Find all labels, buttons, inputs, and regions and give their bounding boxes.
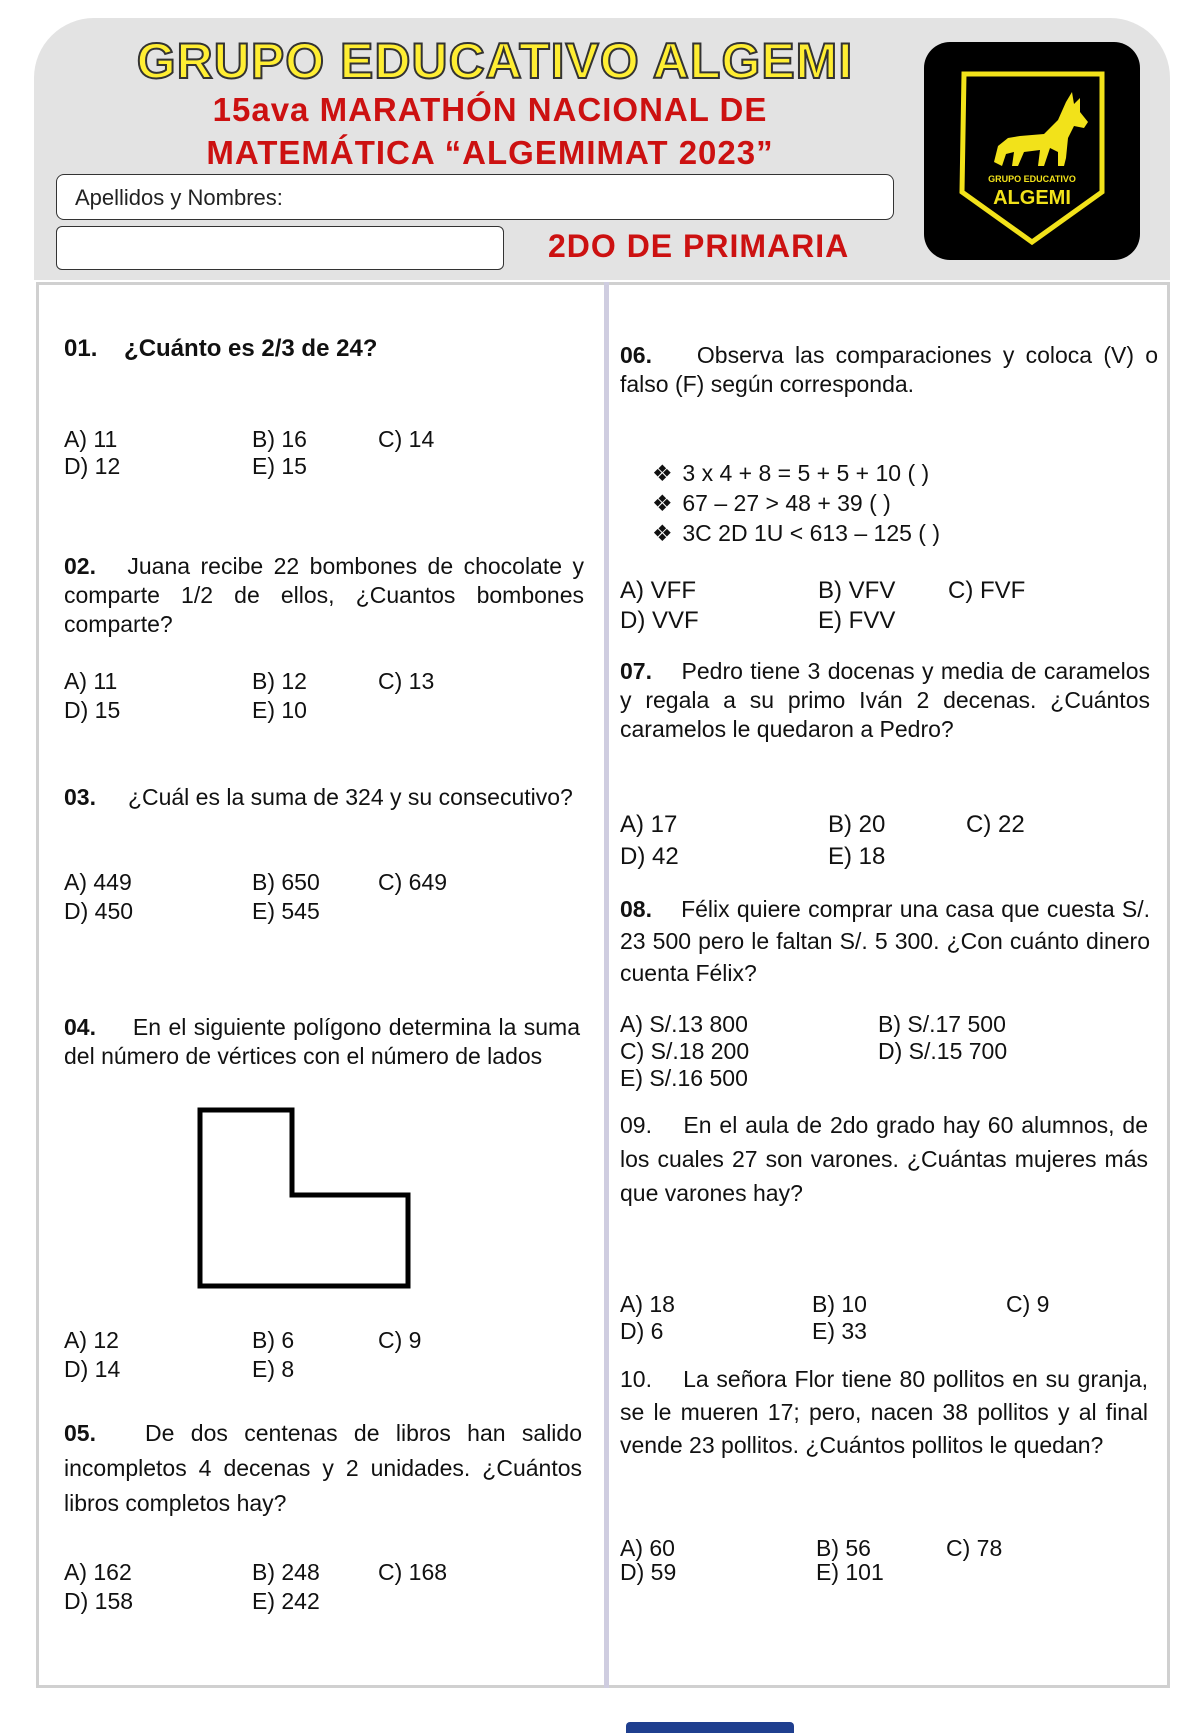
option[interactable]: B) 16 [252,426,307,452]
option[interactable]: B) 20 [828,811,886,838]
option[interactable]: E) 545 [252,898,320,924]
option[interactable]: E) FVV [818,607,896,634]
question-number: 02. [64,553,96,579]
option[interactable]: D) 12 [64,453,121,479]
question-07 [620,657,1150,744]
logo-text: ALGEMI [993,187,1071,209]
diamond-bullet-icon: ❖ [652,490,673,516]
option[interactable]: A) 18 [620,1291,675,1317]
option[interactable]: E) 101 [816,1559,884,1585]
question-text: Félix quiere comprar una casa que cuesta S/. 23 500 pero le faltan S/. 5 300. ¿Con cuánto dinero cuenta Félix? [620,896,1151,986]
option[interactable]: E) 8 [252,1356,295,1382]
bottom-tab-bar [626,1722,794,1733]
option[interactable]: D) VVF [620,607,699,634]
option[interactable]: A) 60 [620,1535,675,1561]
question-10 [620,1363,1148,1462]
option[interactable]: E) S/.16 500 [620,1065,748,1091]
name-field-label: Apellidos y Nombres: [75,185,283,210]
option[interactable]: E) 10 [252,697,307,723]
option[interactable]: D) 42 [620,843,679,870]
blank-field[interactable] [56,226,504,270]
option[interactable]: D) 450 [64,898,134,924]
question-number: 01. [64,335,98,362]
option[interactable]: D) 59 [620,1559,677,1585]
option[interactable]: E) 33 [812,1318,867,1344]
option[interactable]: A) 17 [620,811,678,838]
question-text: Pedro tiene 3 docenas y media de caramelos y regala a su primo Iván 2 decenas. ¿Cuántos caramelos le quedaron a Pedro? [620,658,1150,742]
question-09 [620,1108,1148,1210]
question-number: 05. [64,1420,96,1446]
option[interactable]: E) 18 [828,843,886,870]
question-06 [620,341,1158,399]
statement [652,458,929,488]
question-number: 06. [620,342,652,368]
option[interactable]: A) S/.13 800 [620,1011,748,1037]
option[interactable]: C) 14 [378,426,435,452]
option[interactable]: A) VFF [620,577,696,604]
question-04 [64,1013,580,1071]
statement [652,518,940,548]
column-divider [604,282,609,1688]
question-number: 08. [620,896,652,922]
question-text: De dos centenas de libros han salido incompletos 4 decenas y 2 unidades. ¿Cuántos libros completos hay? [64,1420,583,1516]
question-text: ¿Cuál es la suma de 324 y su consecutivo? [127,784,573,810]
statement-text: 3 x 4 + 8 = 5 + 5 + 10 ( ) [682,460,930,486]
option[interactable]: B) VFV [818,577,896,604]
diamond-bullet-icon: ❖ [652,460,673,486]
option[interactable]: E) 242 [252,1588,320,1614]
option[interactable]: B) 650 [252,869,320,895]
option[interactable]: E) 15 [252,453,307,479]
school-name: GRUPO EDUCATIVO ALGEMI [136,33,854,89]
question-number: 03. [64,784,96,810]
option[interactable]: A) 449 [64,869,132,895]
name-field[interactable] [56,174,894,220]
option[interactable]: C) 22 [966,811,1025,838]
option[interactable]: C) 9 [378,1327,422,1353]
question-01 [64,334,584,363]
statement [652,488,891,518]
option[interactable]: B) 12 [252,668,307,694]
question-text: ¿Cuánto es 2/3 de 24? [124,335,378,362]
algemi-logo [924,42,1140,260]
option[interactable]: B) S/.17 500 [878,1011,1006,1037]
question-02 [64,552,584,639]
option[interactable]: C) 13 [378,668,435,694]
logo-small-text: GRUPO EDUCATIVO [988,174,1076,184]
question-number: 10. [620,1366,652,1392]
question-text: Juana recibe 22 bombones de chocolate y comparte 1/2 de ellos, ¿Cuantos bombones comparte? [64,553,584,637]
option[interactable]: B) 248 [252,1559,320,1585]
grade-label: 2DO DE PRIMARIA [548,228,850,264]
question-text: Observa las comparaciones y coloca (V) o falso (F) según corresponda. [620,342,1159,397]
option[interactable]: A) 162 [64,1559,132,1585]
option[interactable]: B) 56 [816,1535,871,1561]
option[interactable]: D) 6 [620,1318,664,1344]
option[interactable]: C) 9 [1006,1291,1050,1317]
question-text: En el aula de 2do grado hay 60 alumnos, de los cuales 27 son varones. ¿Cuántas mujeres más que varones hay? [620,1112,1149,1206]
l-shape-polygon-figure [196,1106,412,1290]
option[interactable]: C) 649 [378,869,448,895]
question-number: 04. [64,1014,96,1040]
option[interactable]: C) FVF [948,577,1026,604]
option[interactable]: A) 11 [64,668,118,694]
question-03 [64,783,584,812]
option[interactable]: D) 14 [64,1356,121,1382]
question-number: 07. [620,658,652,684]
option[interactable]: D) 158 [64,1588,134,1614]
option[interactable]: D) 15 [64,697,121,723]
option[interactable]: A) 11 [64,426,118,452]
question-number: 09. [620,1112,652,1138]
question-05 [64,1416,582,1521]
contest-title-line1: 15ava MARATHÓN NACIONAL DE [212,91,768,128]
option[interactable]: C) 78 [946,1535,1003,1561]
option[interactable]: C) 168 [378,1559,448,1585]
contest-title-line2: MATEMÁTICA “ALGEMIMAT 2023” [206,134,774,171]
question-text: La señora Flor tiene 80 pollitos en su granja, se le mueren 17; pero, nacen 38 pollitos y al final vende 23 pollitos. ¿Cuántos pollitos le quedan? [620,1366,1149,1458]
option[interactable]: B) 10 [812,1291,867,1317]
wolf-shield-icon [924,42,1140,260]
diamond-bullet-icon: ❖ [652,520,673,546]
question-text: En el siguiente polígono determina la suma del número de vértices con el número de lados [64,1014,580,1069]
statement-text: 67 – 27 > 48 + 39 ( ) [682,490,891,516]
contest-title [130,88,850,174]
option[interactable]: B) 6 [252,1327,295,1353]
option[interactable]: D) S/.15 700 [878,1038,1008,1064]
question-08 [620,893,1150,989]
option[interactable]: A) 12 [64,1327,119,1353]
option[interactable]: C) S/.18 200 [620,1038,750,1064]
statement-text: 3C 2D 1U < 613 – 125 ( ) [682,520,941,546]
